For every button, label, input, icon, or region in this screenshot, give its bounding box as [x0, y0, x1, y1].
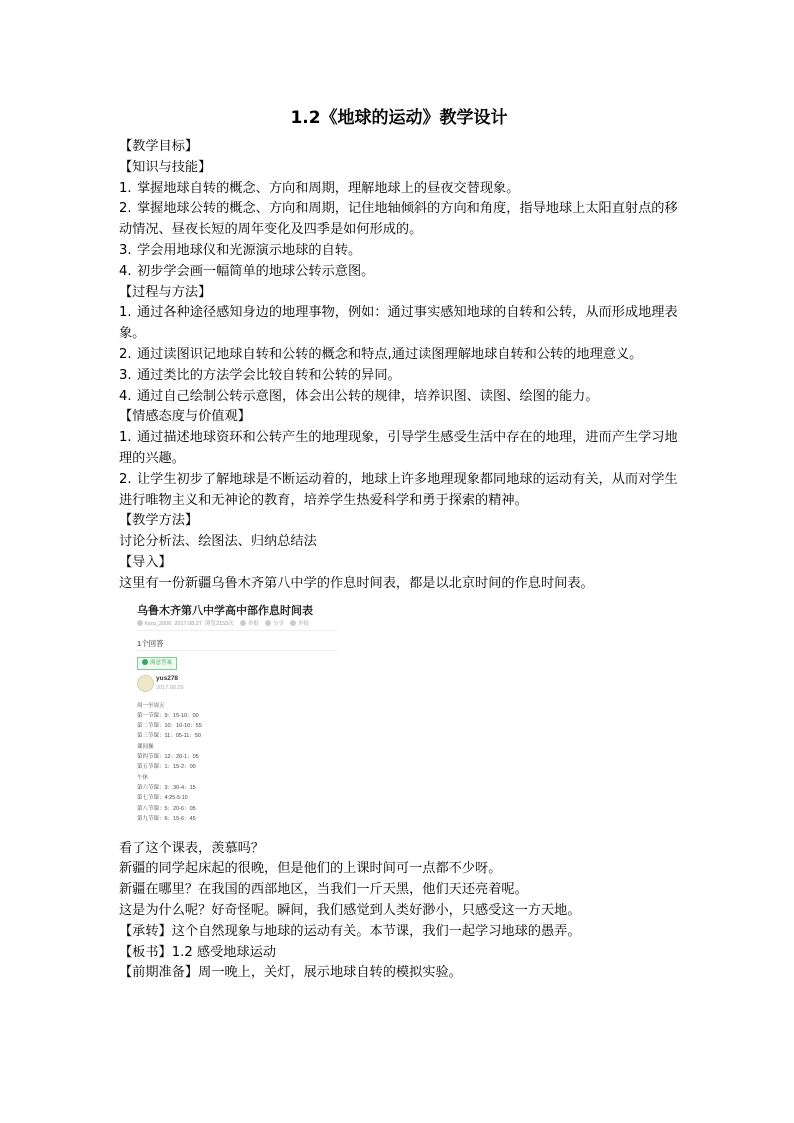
answer-date: 2017.08.29: [156, 684, 184, 691]
schedule-line: 第九节课：6：15-6：45: [137, 815, 196, 822]
schedule-line: 第八节课：5：20-6：05: [137, 805, 196, 812]
schedule-line: 第六节课：3：30-4：15: [137, 784, 196, 791]
schedule-line: 第二节课：10：10-10：55: [137, 723, 202, 730]
method-text: 讨论分析法、绘图法、归纳总结法: [119, 534, 317, 550]
schedule-line: 第五节课：1：15-2：00: [137, 764, 196, 771]
schedule-line: 第四节课：12：20-1：05: [137, 754, 199, 761]
screenshot-title: 乌鲁木齐第八中学高中部作息时间表: [137, 604, 313, 617]
screenshot-meta: liyzu_2006 2017.08.27 浏览2153次 举报 分享 举报: [137, 619, 309, 627]
list-item: 1. 通过各种途径感知身边的地理事物，例如：通过事实感知地球的自转和公转，从而形成地理表象。: [119, 305, 678, 342]
list-item: 1. 掌握地球自转的概念、方向和周期，理解地球上的昼夜交替现象。: [119, 180, 520, 196]
document-content: [119, 105, 679, 984]
flag-icon: [290, 620, 296, 626]
heading-emotion: 【情感态度与价值观】: [119, 409, 251, 425]
paragraph: 新疆的同学起床起的很晚，但是他们的上课时间可一点都不少呀。: [119, 861, 502, 877]
list-item: 4. 通过自己绘制公转示意图，体会出公转的规律，培养识图、读图、绘图的能力。: [119, 388, 599, 404]
schedule-line: 第一节课：9：15-10：00: [137, 712, 199, 719]
heading-process: 【过程与方法】: [119, 284, 212, 300]
schedule-screenshot: [135, 602, 341, 830]
heading-intro: 【导入】: [119, 554, 172, 570]
report-icon: [240, 620, 246, 626]
user-icon: [137, 620, 143, 626]
answer-user: yus278: [156, 674, 179, 682]
list-item: 2. 让学生初步了解地球是不断运动着的，地球上许多地理现象都同地球的运动有关，从而对学生进行唯物主义和无神论的教育，培养学生热爱科学和勇于探索的精神。: [119, 471, 678, 508]
list-item: 3. 通过类比的方法学会比较自转和公转的异同。: [119, 367, 401, 383]
prep-paragraph: 【前期准备】周一晚上，关灯，展示地球自转的模拟实验。: [119, 965, 462, 981]
paragraph: 看了这个课表，羡慕吗？: [119, 840, 265, 856]
paragraph: 这是为什么呢？好奇怪呢。瞬间，我们感觉到人类好渺小，只感受这一方天地。: [119, 902, 581, 918]
heading-method: 【教学方法】: [119, 513, 199, 529]
knowledge-list: [119, 179, 679, 283]
list-item: 2. 掌握地球公转的概念、方向和周期，记住地轴倾斜的方向和角度，指导地球上太阳直射点的移动情况、昼夜长短的周年变化及四季是如何形成的。: [119, 201, 678, 238]
best-answer-badge: 满意答案: [137, 657, 177, 670]
schedule-line: 课间操: [137, 743, 154, 750]
heading-knowledge: 【知识与技能】: [119, 159, 212, 175]
list-item: 2. 通过读图识记地球自转和公转的概念和特点,通过读图理解地球自转和公转的地理意义。: [119, 346, 643, 362]
page-title: 1.2《地球的运动》教学设计: [290, 108, 508, 128]
schedule-line: 午休: [137, 774, 149, 781]
answer-count: 1个回答: [137, 638, 164, 648]
divider: [137, 630, 337, 631]
paragraph: 新疆在哪里？在我国的西部地区，当我们一斤天黑，他们天还亮着呢。: [119, 882, 528, 898]
avatar: [137, 675, 154, 692]
board-paragraph: 【板书】1.2 感受地球运动: [119, 944, 277, 960]
schedule-list: [137, 701, 202, 825]
check-icon: [142, 659, 148, 665]
schedule-line: 第三节课：11：05-11：50: [137, 733, 201, 740]
emotion-list: [119, 428, 679, 511]
heading-goals: 【教学目标】: [119, 139, 199, 154]
list-item: 1. 通过描述地球资环和公转产生的地理现象，引导学生感受生活中存在的地理，进而产生学习地理的兴趣。: [119, 430, 678, 466]
process-list: [119, 303, 679, 407]
transition-paragraph: 【承转】这个自然现象与地球的运动有关。本节课，我们一起学习地球的愚弄。: [119, 923, 581, 939]
share-icon: [265, 620, 271, 626]
list-item: 4. 初步学会画一幅简单的地球公转示意图。: [119, 263, 375, 279]
schedule-line: 第七节课：4:25-5:10: [137, 795, 188, 802]
schedule-line: 周一至周五: [137, 702, 165, 709]
list-item: 3. 学会用地球仪和光源演示地球的自转。: [119, 242, 362, 258]
intro-text: 这里有一份新疆乌鲁木齐第八中学的作息时间表，都是以北京时间的作息时间表。: [119, 575, 594, 591]
divider: [137, 650, 337, 651]
